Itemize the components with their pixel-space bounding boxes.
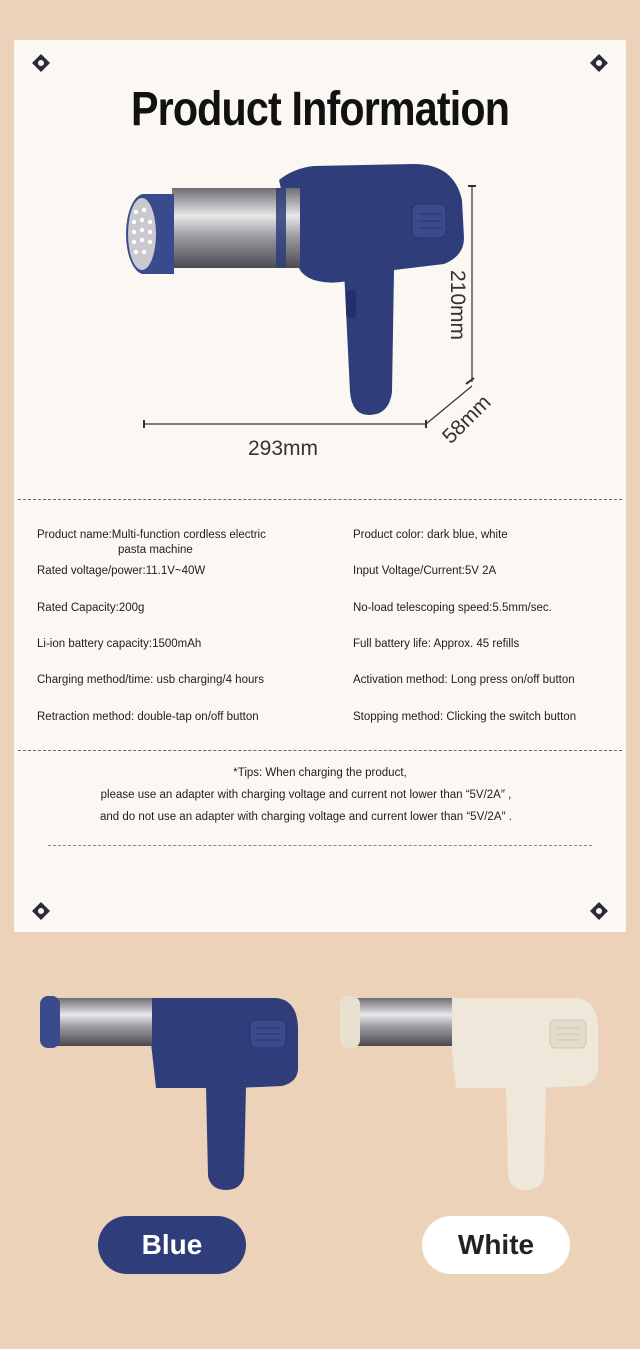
ornament-icon (30, 52, 52, 74)
spec-product-name: Product name:Multi-function cordless electric pasta machine (37, 529, 266, 556)
spec-rated-voltage: Rated voltage/power:11.1V~40W (37, 565, 206, 577)
spec-input-voltage: Input Voltage/Current:5V 2A (353, 565, 497, 577)
spec-product-color: Product color: dark blue, white (353, 529, 508, 541)
blue-variant-button[interactable]: Blue (98, 1216, 246, 1274)
tips-line-2: please use an adapter with charging voltage and current not lower than “5V/2A″ , (100, 789, 512, 801)
spec-stopping-method: Stopping method: Clicking the switch button (353, 711, 577, 723)
product-info-card (14, 40, 626, 932)
spec-retraction-method: Retraction method: double-tap on/off button (37, 711, 259, 723)
height-dimension: 210mm (446, 270, 469, 341)
ornament-icon (588, 900, 610, 922)
blue-product-image (36, 990, 306, 1200)
white-variant-button[interactable]: White (422, 1216, 570, 1274)
depth-dimension: 58mm (438, 390, 496, 449)
divider (18, 750, 622, 751)
spec-battery-life: Full battery life: Approx. 45 refills (353, 638, 520, 650)
spec-rated-capacity: Rated Capacity:200g (37, 602, 145, 614)
divider (18, 499, 622, 500)
ornament-icon (30, 900, 52, 922)
width-dimension: 293mm (248, 437, 319, 460)
spec-activation-method: Activation method: Long press on/off button (353, 674, 575, 686)
page-title: Product Information (130, 83, 510, 136)
spec-telescoping-speed: No-load telescoping speed:5.5mm/sec. (353, 602, 552, 614)
product-dimension-diagram (14, 160, 626, 460)
spec-battery-capacity: Li-ion battery capacity:1500mAh (37, 638, 202, 650)
spec-charging-method: Charging method/time: usb charging/4 hours (37, 674, 264, 686)
tips-line-1: *Tips: When charging the product, (233, 767, 407, 779)
ornament-icon (588, 52, 610, 74)
tips-line-3: and do not use an adapter with charging voltage and current lower than “5V/2A″ . (100, 811, 512, 823)
divider (48, 845, 592, 846)
white-product-image (336, 990, 606, 1200)
